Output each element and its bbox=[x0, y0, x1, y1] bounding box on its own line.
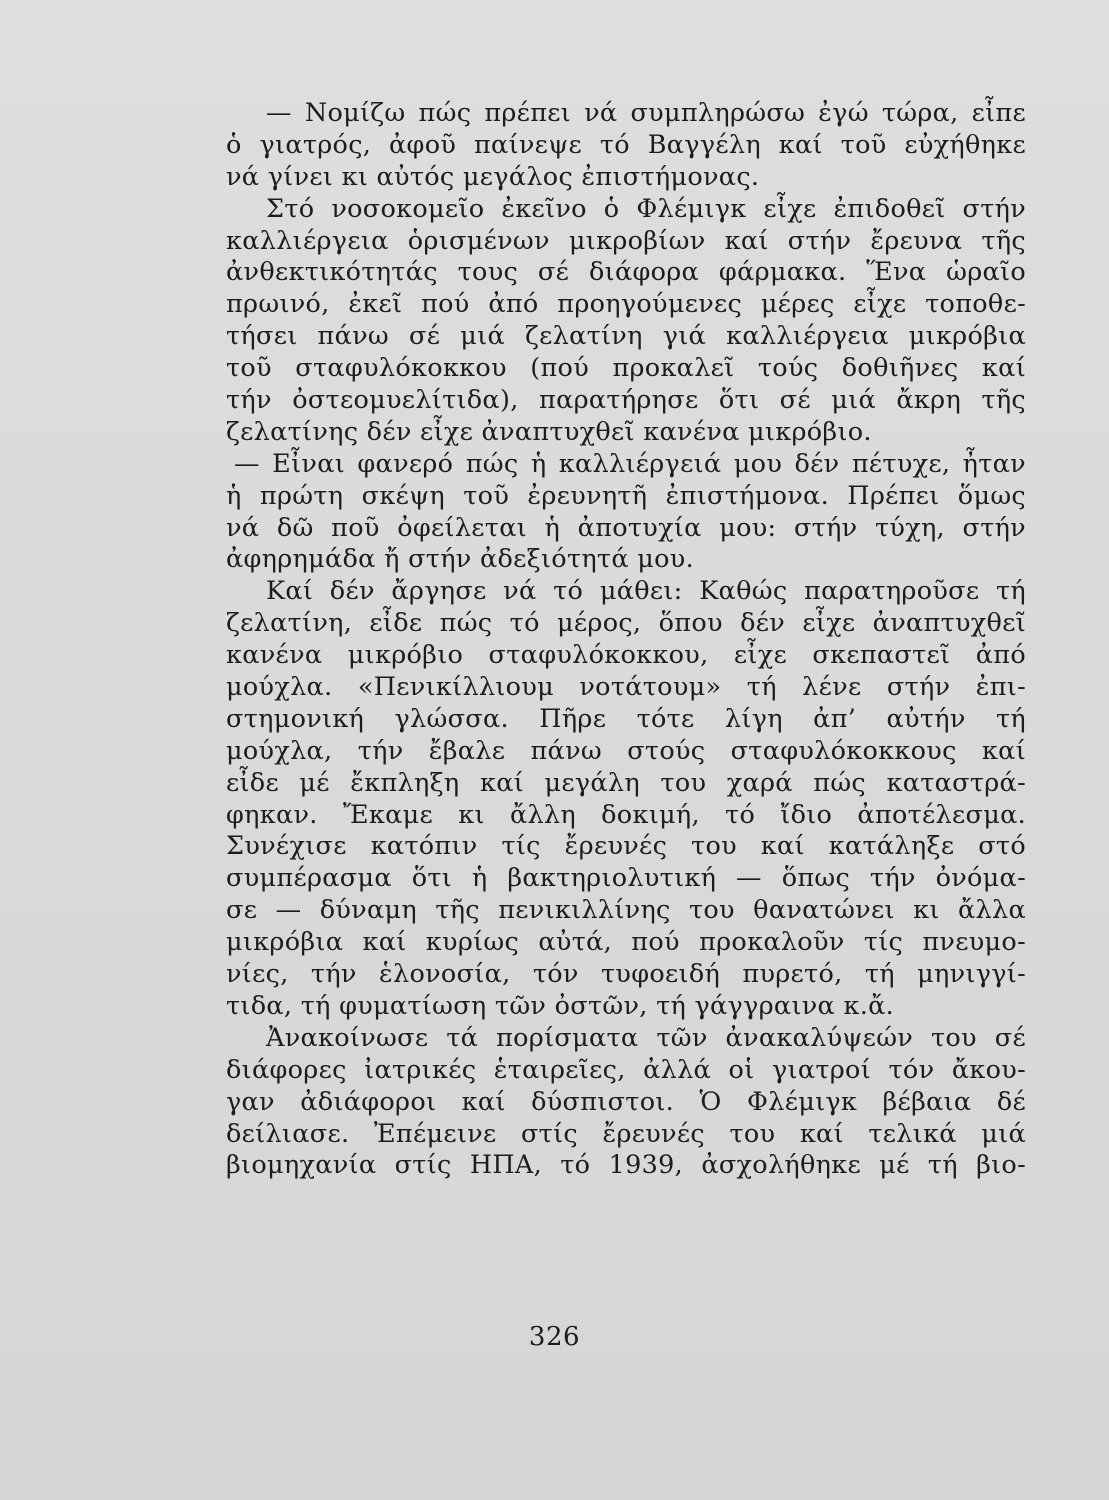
text-line: νά γίνει κι αὐτός μεγάλος ἐπιστήμονας. bbox=[226, 161, 760, 192]
paragraph-1 bbox=[226, 98, 1026, 194]
text-line: νίες, τήν ἑλονοσία, τόν τυφοειδή πυρετό, τή μηνιγγί- bbox=[226, 959, 1026, 990]
text-line: ἡ πρώτη σκέψη τοῦ ἐρευνητῆ ἐπιστήμονα. Πρέπει ὅμως bbox=[226, 480, 1026, 511]
text-line: — Νομίζω πώς πρέπει νά συμπληρώσω ἐγώ τώρα, εἶπε bbox=[266, 98, 1026, 128]
text-line: Στό νοσοκομεῖο ἐκεῖνο ὁ Φλέμιγκ εἶχε ἐπιδοθεῖ στήν bbox=[266, 193, 1026, 224]
text-line: δείλιασε. Ἐπέμεινε στίς ἔρευνές του καί τελικά μιά bbox=[226, 1118, 1026, 1149]
text-line: Καί δέν ἄργησε νά τό μάθει: Καθώς παρατηροῦσε τή bbox=[266, 576, 1026, 607]
text-line: μούχλα. «Πενικίλλιουμ νοτάτουμ» τή λένε στήν ἐπι- bbox=[226, 672, 1026, 703]
text-line: ἀνθεκτικότητάς τους σέ διάφορα φάρμακα. Ἕνα ὡραῖο bbox=[226, 257, 1026, 288]
text-line: σε — δύναμη τῆς πενικιλλίνης του θανατώνει κι ἄλλα bbox=[226, 895, 1026, 926]
text-line: ἀφηρημάδα ἤ στήν ἀδεξιότητά μου. bbox=[226, 544, 695, 575]
text-line: συμπέρασμα ὅτι ἡ βακτηριολυτική — ὅπως τήν ὀνόμα- bbox=[226, 863, 1026, 894]
paragraph-2 bbox=[226, 194, 1026, 449]
body-text bbox=[226, 98, 1026, 1182]
text-line: Συνέχισε κατόπιν τίς ἔρευνές του καί κατάληξε στό bbox=[226, 831, 1026, 862]
text-line: κανένα μικρόβιο σταφυλόκοκκου, εἶχε σκεπαστεῖ ἀπό bbox=[226, 640, 1026, 671]
text-line: μούχλα, τήν ἔβαλε πάνω στούς σταφυλόκοκκους καί bbox=[226, 735, 1026, 766]
text-line: ζελατίνης δέν εἶχε ἀναπτυχθεῖ κανένα μικρόβιο. bbox=[226, 416, 872, 447]
text-line: στημονική γλώσσα. Πῆρε τότε λίγη ἀπ’ αὐτήν τή bbox=[226, 703, 1026, 734]
text-line: τοῦ σταφυλόκοκκου (πού προκαλεῖ τούς δοθιῆνες καί bbox=[226, 353, 1026, 384]
text-line: εἶδε μέ ἔκπληξη καί μεγάλη του χαρά πώς καταστρά- bbox=[226, 767, 1026, 798]
text-line: ζελατίνη, εἶδε πώς τό μέρος, ὅπου δέν εἶχε ἀναπτυχθεῖ bbox=[226, 608, 1026, 639]
text-line: γαν ἀδιάφοροι καί δύσπιστοι. Ὁ Φλέμιγκ βέβαια δέ bbox=[226, 1086, 1026, 1117]
text-line: ὁ γιατρός, ἀφοῦ παίνεψε τό Βαγγέλη καί τοῦ εὐχήθηκε bbox=[226, 129, 1026, 160]
text-line: νά δῶ ποῦ ὀφείλεται ἡ ἀποτυχία μου: στήν τύχη, στήν bbox=[226, 512, 1026, 543]
text-line: τήσει πάνω σέ μιά ζελατίνη γιά καλλιέργεια μικρόβια bbox=[226, 321, 1026, 352]
text-line: φηκαν. Ἔκαμε κι ἄλλη δοκιμή, τό ἴδιο ἀποτέλεσμα. bbox=[226, 799, 1026, 830]
paragraph-4 bbox=[226, 576, 1026, 1022]
text-line: — Εἶναι φανερό πώς ἡ καλλιέργειά μου δέν πέτυχε, ἦταν bbox=[234, 448, 1026, 479]
page-number: 326 bbox=[528, 1322, 581, 1352]
text-line: καλλιέργεια ὁρισμένων μικροβίων καί στήν ἔρευνα τῆς bbox=[226, 225, 1026, 256]
paragraph-5 bbox=[226, 1023, 1026, 1182]
text-line: τήν ὀστεομυελίτιδα), παρατήρησε ὅτι σέ μιά ἄκρη τῆς bbox=[226, 385, 1026, 416]
text-line: μικρόβια καί κυρίως αὐτά, πού προκαλοῦν τίς πνευμο- bbox=[226, 927, 1026, 958]
text-line: βιομηχανία στίς ΗΠΑ, τό 1939, ἀσχολήθηκε μέ τή βιο- bbox=[226, 1150, 1026, 1181]
paragraph-3 bbox=[226, 449, 1026, 577]
text-line: Ἀνακοίνωσε τά πορίσματα τῶν ἀνακαλύψεών του σέ bbox=[266, 1022, 1026, 1053]
text-line: διάφορες ἰατρικές ἑταιρεῖες, ἀλλά οἱ γιατροί τόν ἄκου- bbox=[226, 1054, 1026, 1085]
text-line: τιδα, τή φυματίωση τῶν ὀστῶν, τή γάγγραινα κ.ἄ. bbox=[226, 990, 895, 1021]
text-line: πρωινό, ἐκεῖ πού ἀπό προηγούμενες μέρες εἶχε τοποθε- bbox=[226, 289, 1026, 320]
